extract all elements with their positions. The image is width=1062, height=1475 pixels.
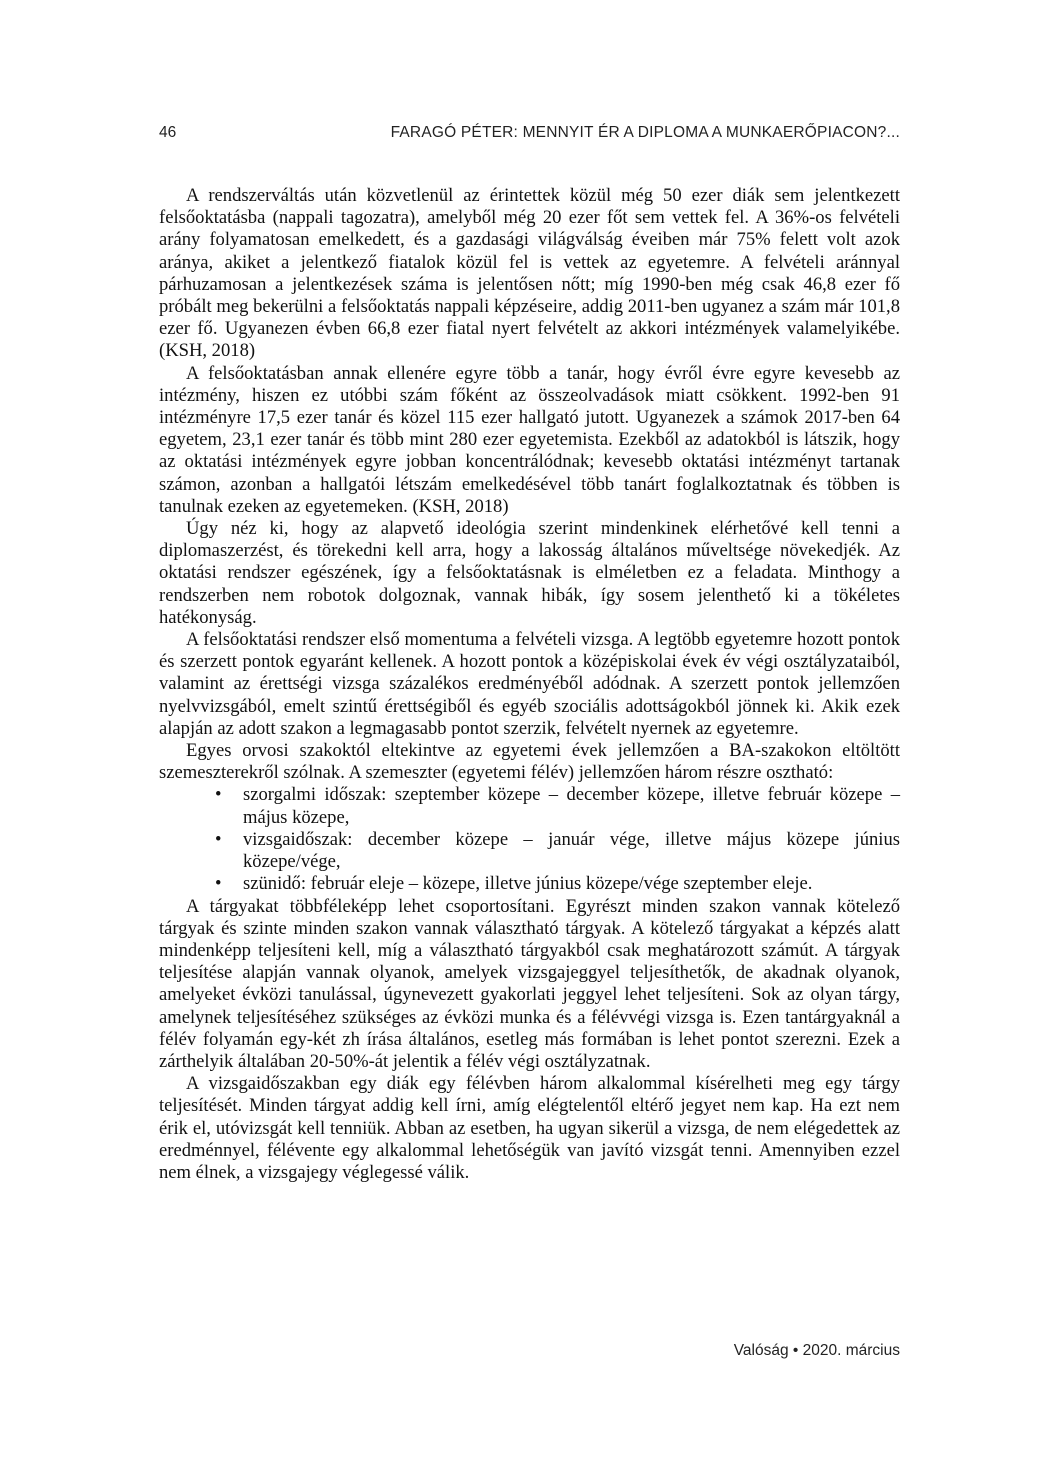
paragraph: A rendszerváltás után közvetlenül az érintettek közül még 50 ezer diák sem jelentkezett felsőoktatásba (nappali tagozatra), amelyből még 20 ezer főt sem vettek fel. A 36%-os felvételi arány folyamatosan emelkedett, és a gazdasági világválság éveiben már 75% felett volt azok aránya, akiket a jelentkező fiatalok közül fel is vettek az egyetemre. A felvételi aránnyal párhuzamosan a jelentkezések száma is jelentősen nőtt; míg 1990-ben még csak 46,8 ezer fő próbált meg bekerülni a felsőoktatás nappali képzéseire, addig 2011-ben ugyanez a szám már 101,8 ezer fő. Ugyanezen évben 66,8 ezer fiatal nyert felvételt az akkori intézmények valamelyikébe. (KSH, 2018): [159, 185, 900, 362]
body-text: [159, 185, 900, 1184]
list-item: [215, 828, 900, 873]
page-number: 46: [159, 124, 177, 141]
list-item: [215, 873, 900, 895]
paragraph: A felsőoktatásban annak ellenére egyre több a tanár, hogy évről évre egyre kevesebb az intézmény, hiszen ez utóbbi szám főként az összeolvadások miatt csökkent. 1992-ben 91 intézményre 17,5 ezer tanár és közel 115 ezer hallgató jutott. Ugyanezek a számok 2017-ben 64 egyetem, 23,1 ezer tanár és több mint 280 ezer egyetemista. Ezekből az adatokból is látszik, hogy az oktatási intézmények egyre jobban koncentrálódnak; kevesebb oktatási intézményt tartanak számon, azonban a hallgatói létszám emelkedésével több tanárt foglalkoztatnak és többen is tanulnak ezeken az egyetemeken. (KSH, 2018): [159, 362, 900, 517]
paragraph: Egyes orvosi szakoktól eltekintve az egyetemi évek jellemzően a BA-szakokon eltöltött szemeszterekről szólnak. A szemeszter (egyetemi félév) jellemzően három részre osztható:: [159, 740, 900, 784]
bullet-icon: •: [215, 873, 222, 895]
paragraph: A vizsgaidőszakban egy diák egy félévben három alkalommal kísérelheti meg egy tárgy teljesítését. Minden tárgyat addig kell írni, amíg elégtelentől eltérő jegyet nem kap. Ha ezt nem érik el, utóvizsgát kell tenniük. Abban az esetben, ha ugyan sikerül a vizsga, de nem elégedettek az eredménnyel, félévente egy alkalommal lehetőségük van javító vizsgát tenni. Amennyiben ezzel nem élnek, a vizsgajegy véglegessé válik.: [159, 1073, 900, 1183]
list-item-text: szünidő: február eleje – közepe, illetve június közepe/vége szeptember eleje.: [243, 873, 813, 895]
list-item: [215, 784, 900, 828]
list-item-text: vizsgaidőszak: december közepe – január vége, illetve május közepe június közepe/vége,: [243, 828, 900, 873]
list-item-text: szorgalmi időszak: szeptember közepe – december közepe, illetve február közepe – május közepe,: [243, 784, 900, 828]
paragraph: A tárgyakat többféleképp lehet csoportosítani. Egyrészt minden szakon vannak kötelező tárgyak és szinte minden szakon vannak választható tárgyak. A kötelező tárgyakat a képzés alatt mindenképp teljesíteni kell, míg a választható tárgyakból csak meghatározott számút. A tárgyak teljesítése alapján vannak olyanok, amelyek vizsgajeggyel teljesíthetők, de akadnak olyanok, amelyeket évközi tanulással, úgynevezett gyakorlati jeggyel lehet teljesíteni. Sok az olyan tárgy, amelynek teljesítéséhez szükséges az évközi munka és a félévvégi vizsga is. Ezen tantárgyaknál a félév folyamán egy-két zh írása általános, esetleg más formában is lehet pontot szerezni. Ezek a zárthelyik általában 20-50%-át jelentik a félév végi osztályzatnak.: [159, 895, 900, 1072]
paragraph: A felsőoktatási rendszer első momentuma a felvételi vizsga. A legtöbb egyetemre hozott pontok és szerzett pontok egyaránt kellenek. A hozott pontok a középiskolai évek év végi osztályzataiból, valamint az érettségi vizsga százalékos eredményéből adódnak. A szerzett pontok jellemzően nyelvvizsgából, emelt szintű érettségiből és egyéb szociális adottságokból jönnek ki. Akik ezek alapján az adott szakon a legmagasabb pontot szerzik, felvételt nyernek az egyetemre.: [159, 629, 900, 739]
bullet-icon: •: [215, 828, 222, 850]
running-title: FARAGÓ PÉTER: MENNYIT ÉR A DIPLOMA A MUNKAERŐPIACON?...: [390, 124, 900, 141]
journal-footer: Valóság • 2020. március: [733, 1342, 900, 1359]
semester-periods-list: [159, 784, 900, 895]
bullet-icon: •: [215, 784, 222, 806]
paragraph: Úgy néz ki, hogy az alapvető ideológia szerint mindenkinek elérhetővé kell tenni a diplomaszerzést, és törekedni kell arra, hogy a lakosság általános műveltsége növekedjék. Az oktatási rendszer egészének, így a felsőoktatásnak is elméletben ez a feladata. Minthogy a rendszerben nem robotok dolgoznak, vannak hibák, így sosem jelenthető ki a tökéletes hatékonyság.: [159, 518, 900, 628]
running-header: [159, 124, 900, 146]
